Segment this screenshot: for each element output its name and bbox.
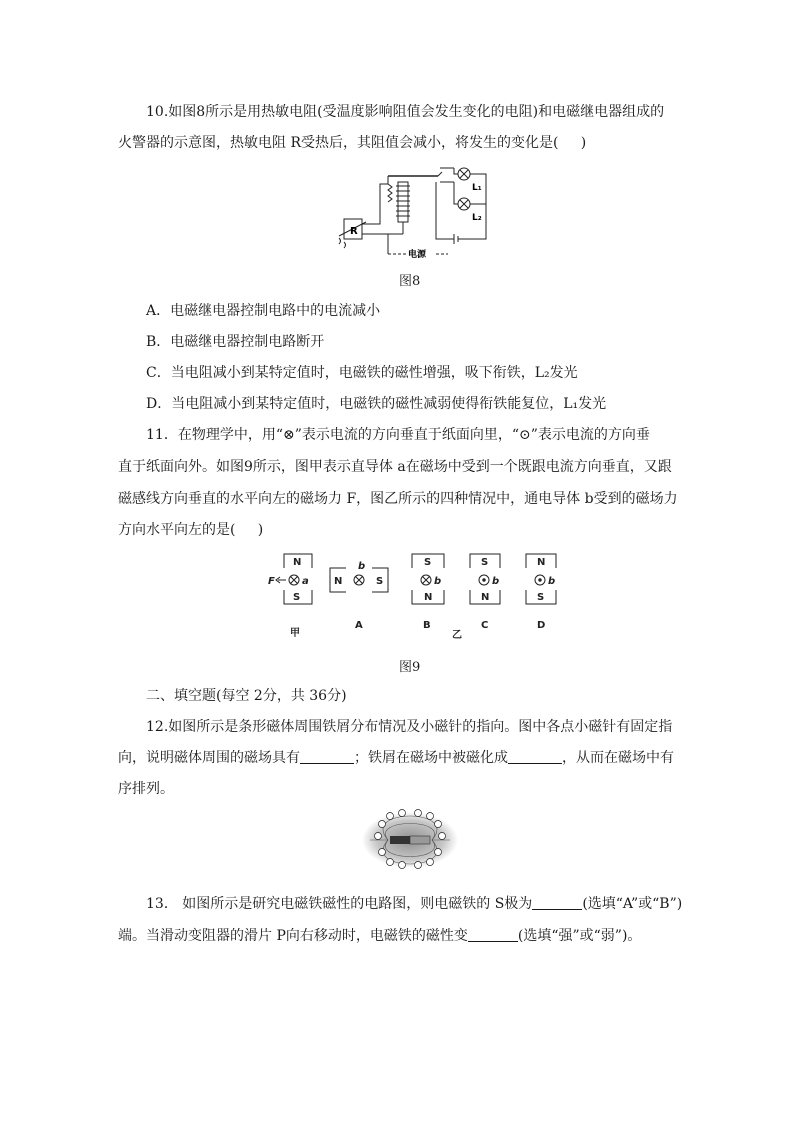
b-conductor-b: b <box>434 576 442 587</box>
power-label: 电源 <box>408 250 427 260</box>
q12-text-c: ，从而在磁场中有 <box>562 750 674 766</box>
a-right-pole: S <box>376 576 384 587</box>
figure-8-caption: 图8 <box>399 274 421 289</box>
lamp-l1-label: L₁ <box>472 183 482 193</box>
q10-option-d: D．当电阻减小到某特定值时，电磁铁的磁性减弱使得衔铁能复位，L₁发光 <box>146 396 607 412</box>
q13-text-d: (选填“强”或“弱”)。 <box>517 928 642 944</box>
conductor-a-label: a <box>302 576 309 587</box>
thermistor-label: R <box>350 226 358 237</box>
d-top-pole: N <box>537 557 546 568</box>
q10-option-c: C．当电阻减小到某特定值时，电磁铁的磁性增强，吸下衔铁，L₂发光 <box>146 365 578 381</box>
q10-option-a: A．电磁继电器控制电路中的电流减小 <box>146 303 381 319</box>
q10-option-b: B．电磁继电器控制电路断开 <box>146 334 325 350</box>
q10-line-1: 10.如图8所示是用热敏电阻(受温度影响阻值会发生变化的电阻)和电磁继电器组成的 <box>146 104 665 120</box>
q12-text-b: ；铁屑在磁场中被磁化成 <box>354 750 508 766</box>
q11-line-3: 磁感线方向垂直的水平向左的磁场力 F，图乙所示的四种情况中，通电导体 b受到的磁场力 <box>118 491 678 507</box>
jia-top-pole: N <box>293 557 302 568</box>
d-bottom-pole: S <box>537 592 545 603</box>
c-bottom-pole: N <box>481 592 490 603</box>
q13-text-b: (选填“A”或“B”) <box>582 896 683 912</box>
q10-line-2: 火警器的示意图，热敏电阻 R受热后，其阻值会减小，将发生的变化是( ) <box>118 135 587 151</box>
q12-text-a: 向，说明磁体周围的磁场具有 <box>118 750 300 766</box>
b-bottom-pole: N <box>424 592 433 603</box>
q13-line-1 <box>146 895 682 913</box>
c-conductor-b: b <box>492 576 500 587</box>
q11-line-1: 11．在物理学中，用“⊗”表示电流的方向垂直于纸面向里，“⊙”表示电流的方向垂 <box>146 427 650 443</box>
q11-line-2: 直于纸面向外。如图9所示，图甲表示直导体 a在磁场中受到一个既跟电流方向垂直，又跟 <box>118 459 672 475</box>
q13-blank-1[interactable] <box>532 895 582 910</box>
figure-9-magnetic-force <box>260 548 570 648</box>
lamp-l2-label: L₂ <box>472 213 482 223</box>
q12-line-3: 序排列。 <box>118 781 174 797</box>
q12-blank-1[interactable] <box>300 749 354 764</box>
c-top-pole: S <box>481 557 489 568</box>
yi-label: 乙 <box>452 630 462 641</box>
q13-text-c: 端。当滑动变阻器的滑片 P向右移动时，电磁铁的磁性变 <box>118 928 468 944</box>
a-conductor-b: b <box>358 561 366 572</box>
q13-blank-2[interactable] <box>468 927 518 942</box>
q11-line-4: 方向水平向左的是( ) <box>118 522 264 538</box>
q13-text-a: 13． 如图所示是研究电磁铁磁性的电路图，则电磁铁的 S极为 <box>146 896 533 912</box>
option-c-label: C <box>481 620 489 631</box>
b-top-pole: S <box>424 557 432 568</box>
bar-magnet-figure <box>360 808 460 870</box>
option-a-label: A <box>355 620 363 631</box>
force-f-label: F <box>268 576 275 587</box>
figure-9-caption: 图9 <box>399 660 421 675</box>
q12-line-1: 12.如图所示是条形磁体周围铁屑分布情况及小磁针的指向。图中各点小磁针有固定指 <box>146 719 673 735</box>
option-b-label: B <box>423 620 431 631</box>
a-left-pole: N <box>334 576 343 587</box>
q13-line-2 <box>118 927 641 945</box>
section-2-title: 二、填空题(每空 2分，共 36分) <box>146 688 347 704</box>
jia-label: 甲 <box>290 628 300 639</box>
jia-bottom-pole: S <box>293 592 301 603</box>
q12-line-2 <box>118 749 674 767</box>
d-conductor-b: b <box>548 576 556 587</box>
figure-8-circuit <box>336 164 496 264</box>
q12-blank-2[interactable] <box>508 749 562 764</box>
option-d-label: D <box>537 620 546 631</box>
